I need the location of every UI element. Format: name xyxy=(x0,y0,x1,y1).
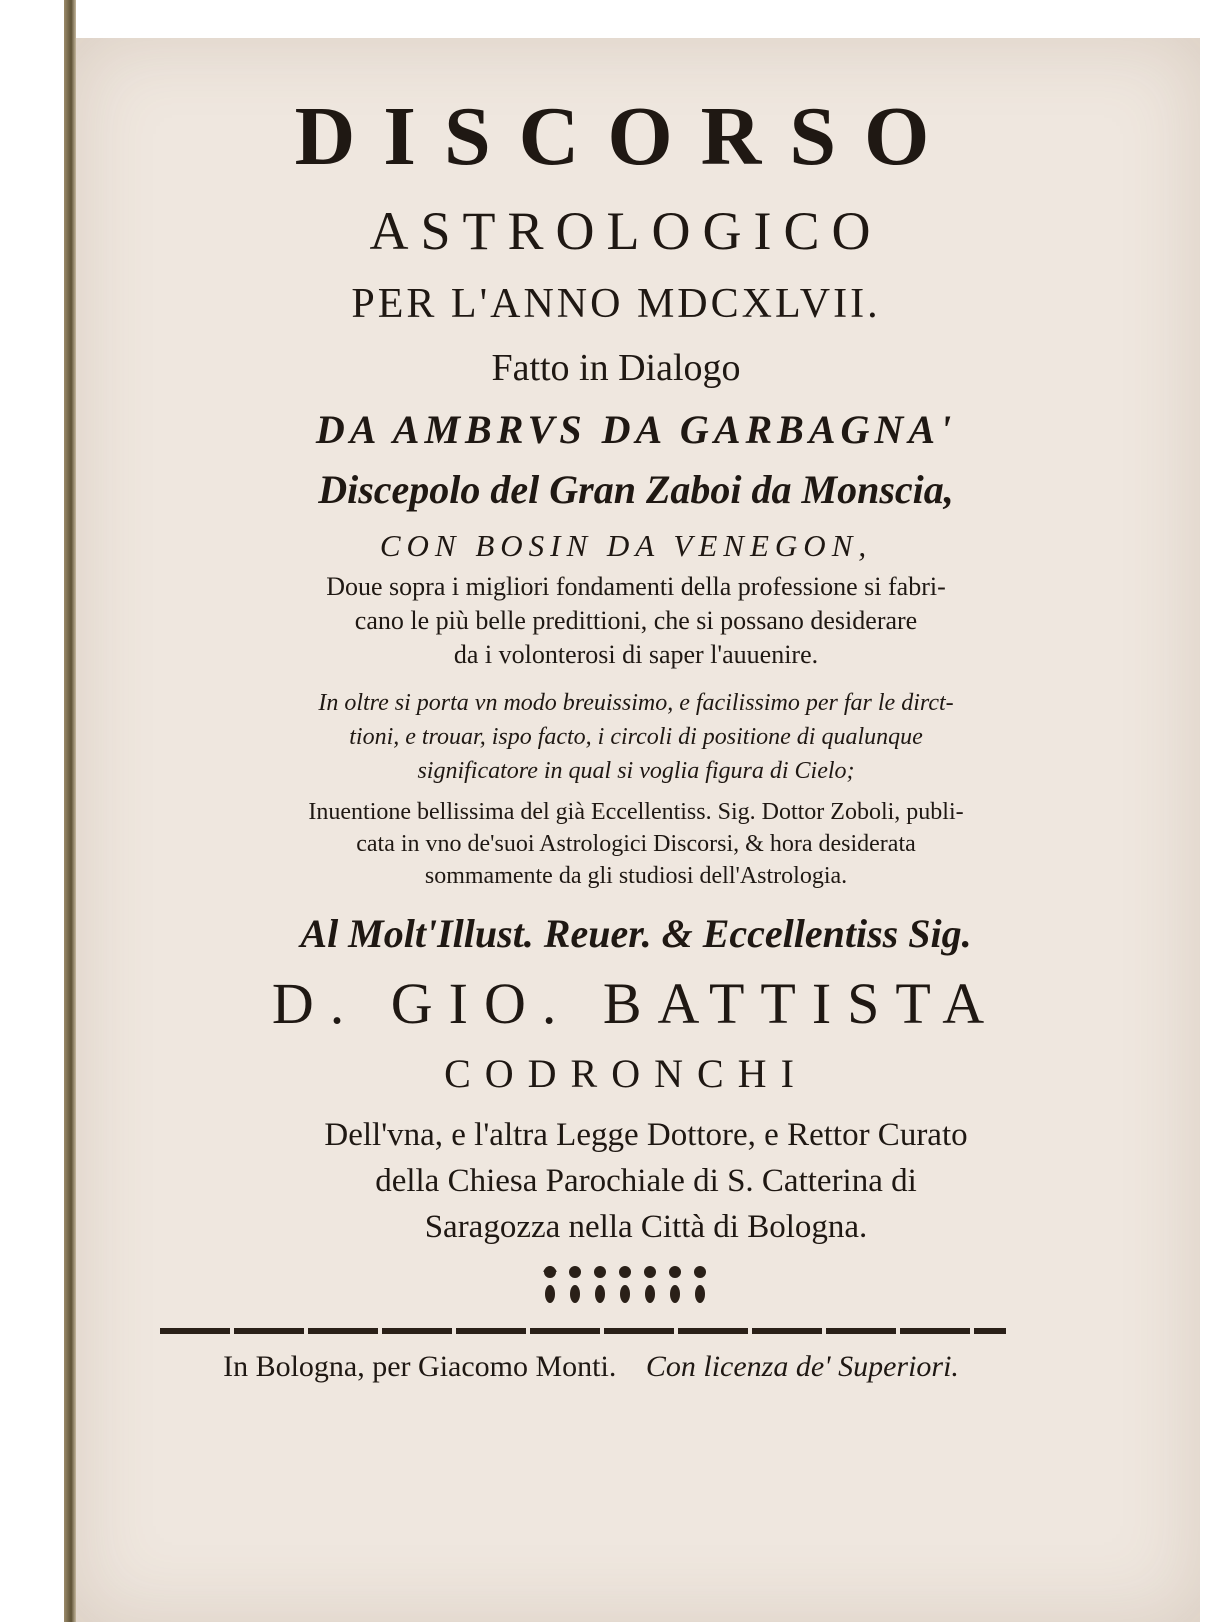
paragraph-invention xyxy=(196,796,1076,892)
paragraph-line: significatore in qual si voglia figura di Cielo; xyxy=(417,758,855,784)
paragraph-description xyxy=(196,570,1076,672)
year-line: PER L'ANNO MDCXLVII. xyxy=(351,281,881,327)
publisher: In Bologna, per Giacomo Monti. xyxy=(223,1350,617,1383)
paragraph-line: da i volonterosi di saper l'auuenire. xyxy=(453,640,819,669)
paragraph-line: cano le più belle predittioni, che si possano desiderare xyxy=(354,606,918,635)
author-line: DA AMBRVS DA GARBAGNA' xyxy=(315,407,957,452)
title-page xyxy=(76,38,1200,1622)
imprint-line xyxy=(166,1350,1016,1384)
paragraph-line: Dell'vna, e l'altra Legge Dottore, e Rettor Curato xyxy=(324,1117,968,1153)
divider-rule xyxy=(160,1328,1006,1334)
dialogue-line: Fatto in Dialogo xyxy=(491,347,741,389)
dedicatee-surname: CODRONCHI xyxy=(444,1051,808,1096)
printers-ornament-icon xyxy=(538,1260,714,1310)
paragraph-line: della Chiesa Parochiale di S. Catterina di xyxy=(375,1163,917,1199)
paragraph-line: cata in vno de'suoi Astrologici Discorsi, & hora desiderata xyxy=(356,831,916,857)
book-subtitle: ASTROLOGICO xyxy=(369,201,883,261)
bosin-line: CON BOSIN DA VENEGON, xyxy=(379,528,873,563)
paragraph-line: In oltre si porta vn modo breuissimo, e facilissimo per far le dirct- xyxy=(318,690,954,716)
book-spine-edge xyxy=(64,0,76,1622)
dedication-line: Al Molt'Illust. Reuer. & Eccellentiss Sig. xyxy=(300,911,972,956)
disciple-line: Discepolo del Gran Zaboi da Monscia, xyxy=(318,467,954,512)
dedicatee-name: D. GIO. BATTISTA xyxy=(271,971,1001,1036)
paragraph-directions xyxy=(196,686,1076,788)
license-note: Con licenza de' Superiori. xyxy=(645,1350,959,1383)
book-title: DISCORSO xyxy=(294,90,958,183)
paragraph-line: Saragozza nella Città di Bologna. xyxy=(424,1209,868,1245)
paragraph-line: Inuentione bellissima del già Eccellentiss. Sig. Dottor Zoboli, publi- xyxy=(308,799,964,825)
paragraph-line: tioni, e trouar, ispo facto, i circoli di positione di qualunque xyxy=(349,724,923,750)
paragraph-titles xyxy=(196,1112,1096,1250)
paragraph-line: sommamente da gli studiosi dell'Astrologia. xyxy=(424,863,848,889)
paragraph-line: Doue sopra i migliori fondamenti della professione si fabri- xyxy=(326,572,946,601)
